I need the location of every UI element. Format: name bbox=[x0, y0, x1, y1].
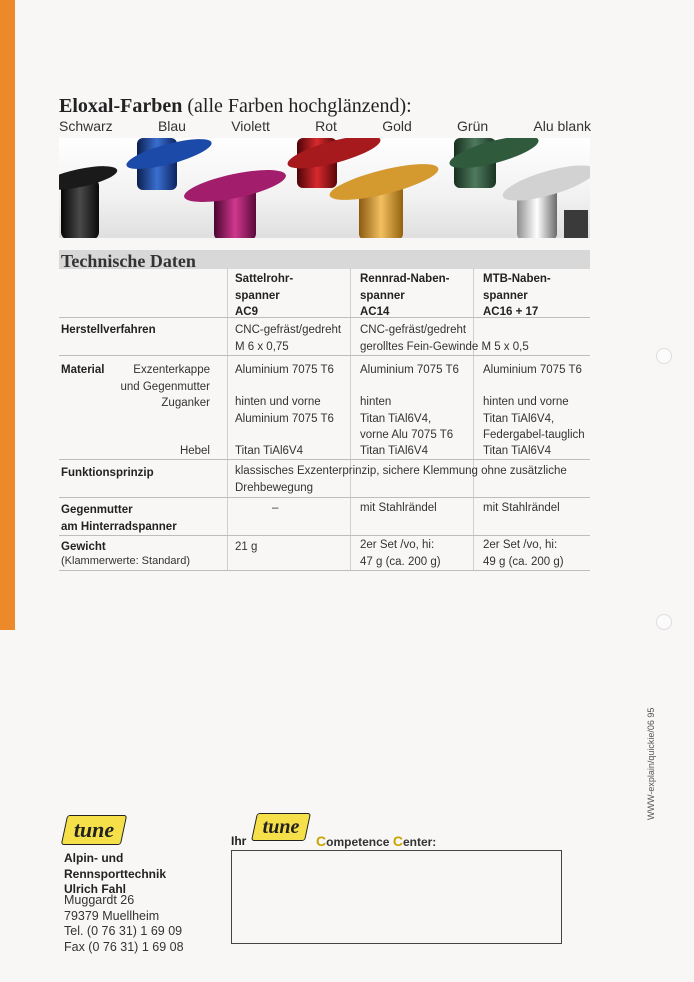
cell-herstell-ac14: CNC-gefräst/gedreht gerolltes Fein-Gewinde M 5 x 0,5 bbox=[360, 324, 529, 353]
gewicht-note: (Klammerwerte: Standard) bbox=[61, 555, 190, 567]
row-label-herstellverfahren: Herstellverfahren bbox=[61, 324, 156, 336]
cell-material-ac16: Aluminium 7075 T6 bbox=[483, 364, 582, 376]
color-names bbox=[59, 118, 591, 134]
cell-gewicht-ac14: 2er Set /vo, hi: 47 g (ca. 200 g) bbox=[360, 539, 441, 568]
dealer-stamp-box bbox=[231, 850, 562, 944]
cell-zuganker-ac16: hinten und vorne Titan TiAl6V4, Federgabel-tauglich bbox=[483, 396, 585, 441]
cell-gegenmutter-ac16: mit Stahlrändel bbox=[483, 502, 560, 514]
gold-part bbox=[327, 157, 441, 238]
cell-funktionsprinzip: klassisches Exzenterprinzip, sichere Klemmung ohne zusätzliche Drehbewegung bbox=[235, 465, 567, 494]
cell-zuganker-ac14: hinten Titan TiAl6V4, vorne Alu 7075 T6 bbox=[360, 396, 454, 441]
color-name: Alu blank bbox=[533, 118, 591, 134]
cell-gegenmutter-ac9: – bbox=[272, 502, 279, 514]
fax-number: Fax (0 76 31) 1 69 08 bbox=[64, 939, 184, 954]
violet-part bbox=[182, 163, 289, 238]
color-name: Rot bbox=[315, 118, 337, 134]
orange-edge-bar bbox=[0, 0, 15, 630]
competence-prefix: Ihr bbox=[231, 834, 247, 848]
color-name: Schwarz bbox=[59, 118, 113, 134]
punch-hole bbox=[656, 348, 672, 364]
tune-logo: tune bbox=[61, 815, 127, 845]
color-name: Violett bbox=[231, 118, 270, 134]
eloxal-title-bold: Eloxal-Farben bbox=[59, 95, 183, 117]
row-divider bbox=[59, 355, 590, 356]
blue-part bbox=[124, 138, 214, 190]
phone-number: Tel. (0 76 31) 1 69 09 bbox=[64, 924, 183, 938]
black-part bbox=[59, 161, 119, 238]
eloxal-title bbox=[59, 95, 412, 118]
eloxal-title-subtitle: (alle Farben hochglänzend): bbox=[187, 95, 412, 117]
cell-gewicht-ac16: 2er Set /vo, hi: 49 g (ca. 200 g) bbox=[483, 539, 564, 568]
competence-center-label: Competence Center: bbox=[316, 833, 437, 849]
cell-gegenmutter-ac14: mit Stahlrändel bbox=[360, 502, 437, 514]
column-divider bbox=[227, 268, 228, 570]
row-divider bbox=[59, 570, 590, 571]
tune-logo-small: tune bbox=[251, 813, 311, 841]
color-name: Blau bbox=[157, 118, 186, 134]
company-name: Alpin- und Rennsporttechnik Ulrich Fahl bbox=[64, 851, 167, 896]
column-header-ac16: MTB-Naben- spanner AC16 + 17 bbox=[483, 273, 551, 318]
column-divider bbox=[350, 268, 351, 570]
color-name: Grün bbox=[457, 118, 489, 134]
cell-hebel-ac16: Titan TiAl6V4 bbox=[483, 445, 551, 457]
column-divider bbox=[473, 268, 474, 570]
column-header-ac9: Sattelrohr- spanner AC9 bbox=[235, 273, 294, 318]
row-label-material: Material bbox=[61, 364, 105, 376]
cell-gewicht-ac9: 21 g bbox=[235, 541, 258, 553]
row-label-gegenmutter: Gegenmutter am Hinterradspanner bbox=[61, 504, 177, 533]
row-label-funktionsprinzip: Funktionsprinzip bbox=[61, 467, 154, 479]
row-label-gewicht: Gewicht bbox=[61, 541, 106, 553]
cell-hebel-ac9: Titan TiAl6V4 bbox=[235, 445, 303, 457]
cell-material-ac14: Aluminium 7075 T6 bbox=[360, 364, 459, 376]
cell-zuganker-ac9: hinten und vorne Aluminium 7075 T6 bbox=[235, 396, 334, 425]
punch-hole bbox=[656, 614, 672, 630]
color-name: Gold bbox=[382, 118, 412, 134]
material-sub-hebel: Hebel bbox=[179, 445, 210, 457]
row-divider bbox=[59, 497, 590, 498]
anodized-parts-photo bbox=[59, 138, 590, 238]
tech-data-heading: Technische Daten bbox=[61, 251, 196, 271]
column-header-ac14: Rennrad-Naben- spanner AC14 bbox=[360, 273, 450, 318]
cell-herstell-ac9: CNC-gefräst/gedreht M 6 x 0,75 bbox=[235, 324, 342, 353]
tech-data-header bbox=[59, 250, 590, 269]
row-divider bbox=[59, 535, 590, 536]
material-sub-exzenterkappe: Exzenterkappe und Gegenmutter Zuganker bbox=[120, 364, 210, 409]
cell-material-ac9: Aluminium 7075 T6 bbox=[235, 364, 334, 376]
alu-part bbox=[500, 158, 590, 238]
side-note: WWW-explain/quickie/06 95 bbox=[646, 707, 656, 820]
company-address: Muggardt 26 79379 Muellheim Tel. (0 76 31) 1 69 09 Fax (0 76 31) 1 69 08 bbox=[64, 893, 184, 954]
cell-hebel-ac14: Titan TiAl6V4 bbox=[360, 445, 428, 457]
